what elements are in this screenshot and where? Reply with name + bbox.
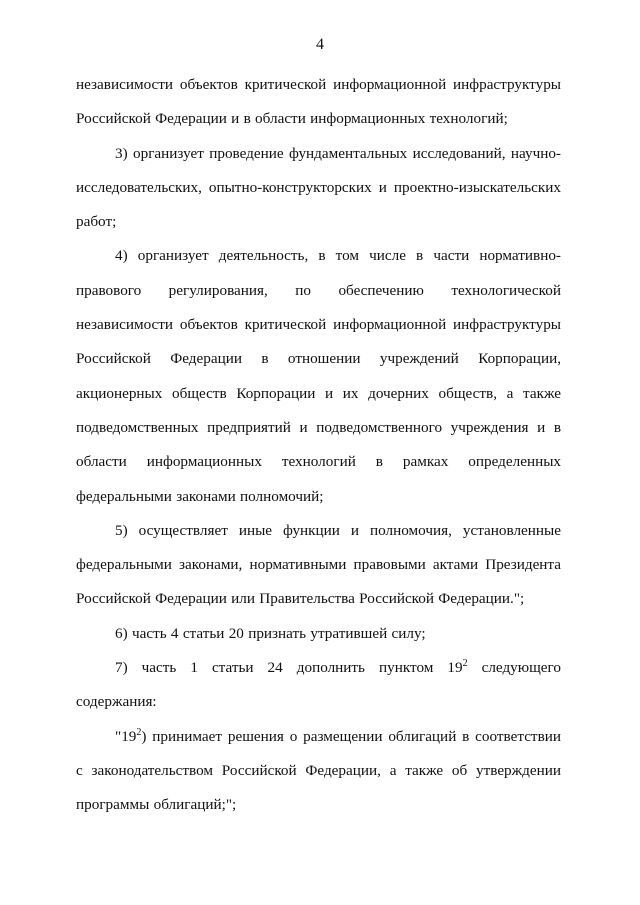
paragraph-item-7 (76, 651, 561, 720)
paragraph-continuation: независимости объектов критической информационной инфраструктуры Российской Федерации и в области информационных технологий; (76, 76, 561, 128)
paragraph-item-3: 3) организует проведение фундаментальных исследований, научно-исследовательских, опытно-конструкторских и проектно-изыскательских работ; (76, 144, 561, 231)
paragraph-item-7-text-after: следующего содержания: (76, 659, 561, 711)
paragraph-item-19-2 (76, 720, 561, 823)
paragraph-item-7-text-before: 7) часть 1 статьи 24 дополнить пунктом 19 (115, 659, 463, 677)
paragraph-item-19-2-superscript: 2 (136, 726, 142, 738)
page-number: 4 (316, 36, 324, 53)
paragraph-item-4: 4) организует деятельность, в том числе в части нормативно-правового регулирования, по обеспечению технологической независимости объектов критической информационной инфраструктуры Российской Федерации в отношении учреждений Корпорации, акционерных обществ Корпорации и их дочерних обществ, а также подведомственных предприятий и подведомственного учреждения и в области информационных технологий в рамках определенных федеральными законами полномочий; (76, 247, 561, 505)
paragraph-item-5: 5) осуществляет иные функции и полномочия, установленные федеральными законами, нормативными правовыми актами Президента Российской Федерации или Правительства Российской Федерации."; (76, 521, 561, 608)
paragraph-item-6: 6) часть 4 статьи 20 признать утратившей силу; (115, 624, 426, 642)
paragraph-item-19-2-text-before: "19 (115, 727, 137, 745)
document-body (76, 68, 561, 823)
paragraph-item-19-2-text-after: ) принимает решения о размещении облигаций в соответствии с законодательством Российской Федерации, а также об утверждении программы облигаций;"; (76, 727, 561, 814)
paragraph-item-7-superscript: 2 (462, 658, 468, 670)
